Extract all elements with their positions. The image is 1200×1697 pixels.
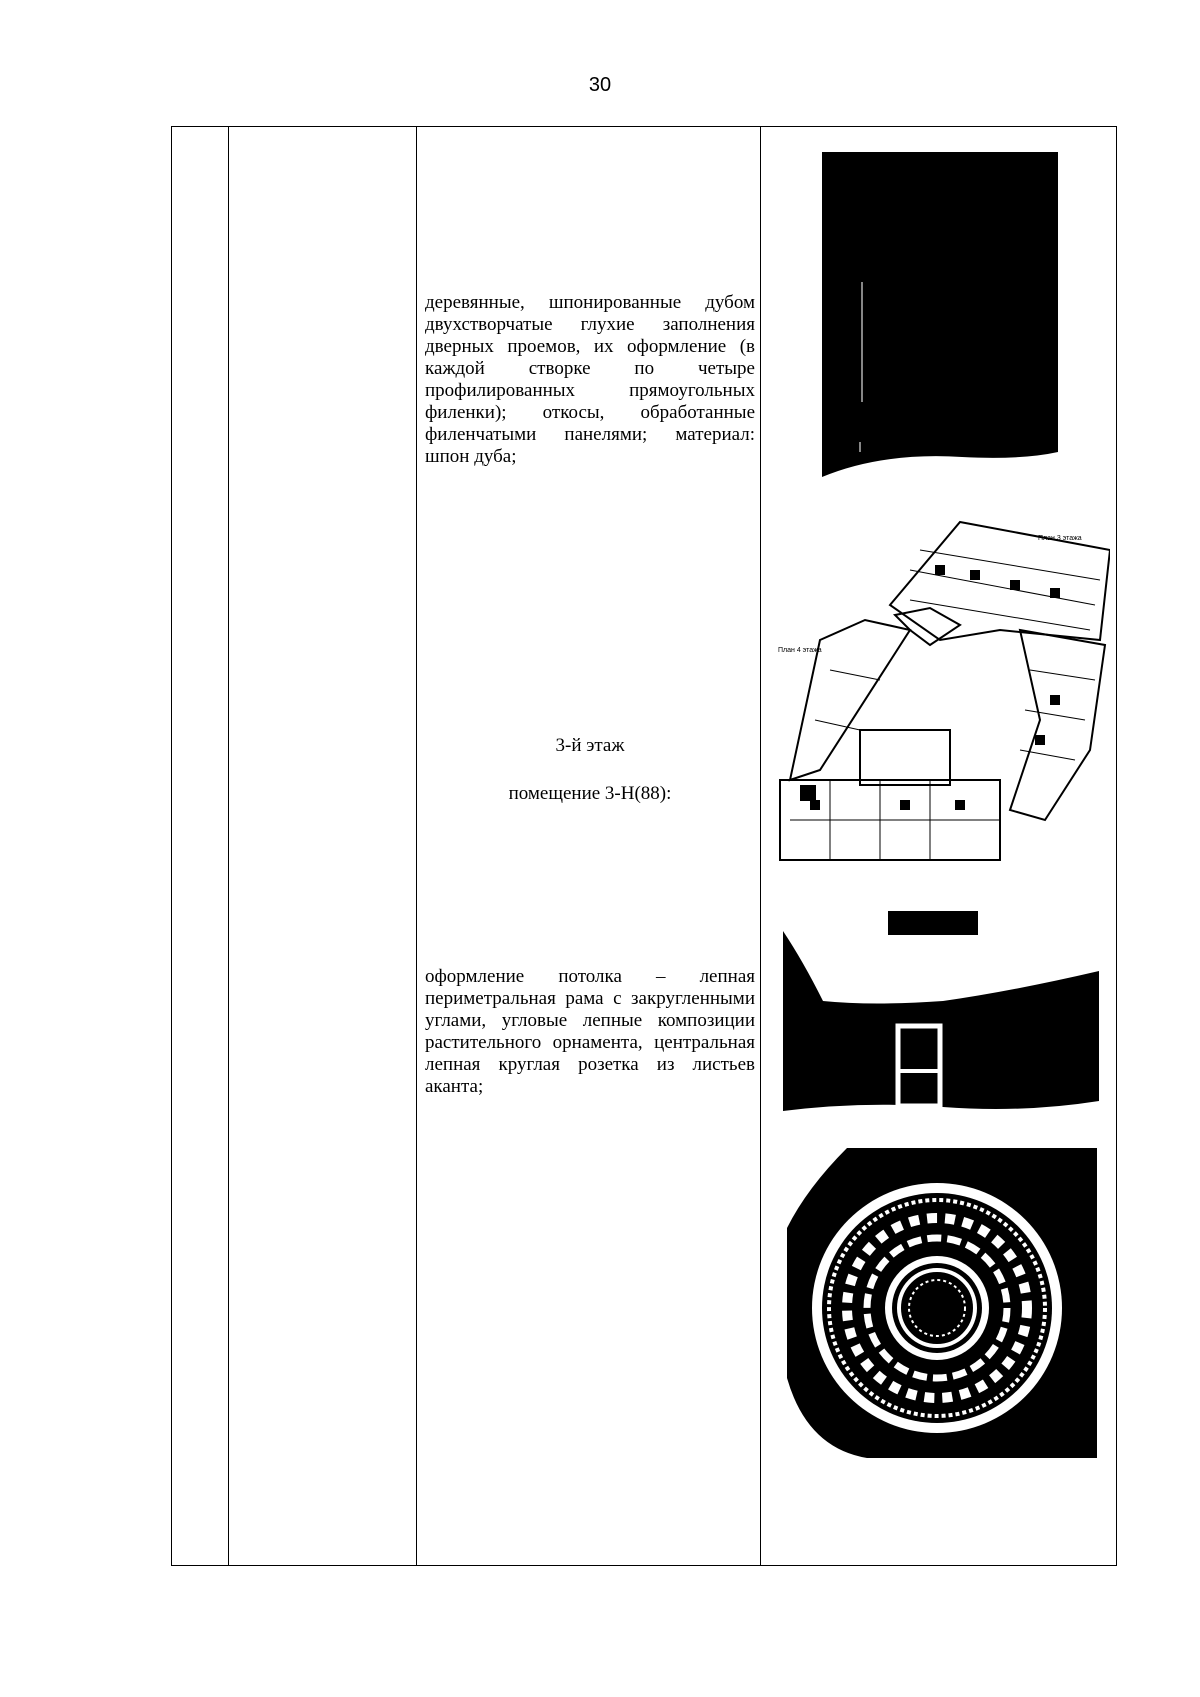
room-heading: помещение 3-Н(88):: [508, 783, 672, 804]
floor-plan-image: [770, 520, 1110, 875]
ceiling-description: оформление потолка – лепная периметральная рама с закругленными углами, угловые лепные композиции растительного орнамента, центральная лепная круглая розетка из листьев аканта;: [425, 966, 755, 1097]
column-divider: [228, 127, 229, 1565]
page-number: 30: [588, 74, 612, 96]
floor-heading: 3-й этаж: [555, 735, 625, 756]
room-photo: [783, 911, 1099, 1125]
door-photo: [822, 152, 1058, 494]
plan-label-floor4: План 4 этажа: [778, 647, 822, 654]
door-description: деревянные, шпонированные дубом двухстворчатые глухие заполнения дверных проемов, их оформление (в каждой створке по четыре профилированных прямоугольных филенки); откосы, обработанные филенчатыми панелями; материал: шпон дуба;: [425, 292, 755, 467]
column-divider: [416, 127, 417, 1565]
plan-label-floor3: План 3 этажа: [1038, 535, 1082, 542]
rosette-photo: [787, 1148, 1097, 1458]
column-divider: [760, 127, 761, 1565]
